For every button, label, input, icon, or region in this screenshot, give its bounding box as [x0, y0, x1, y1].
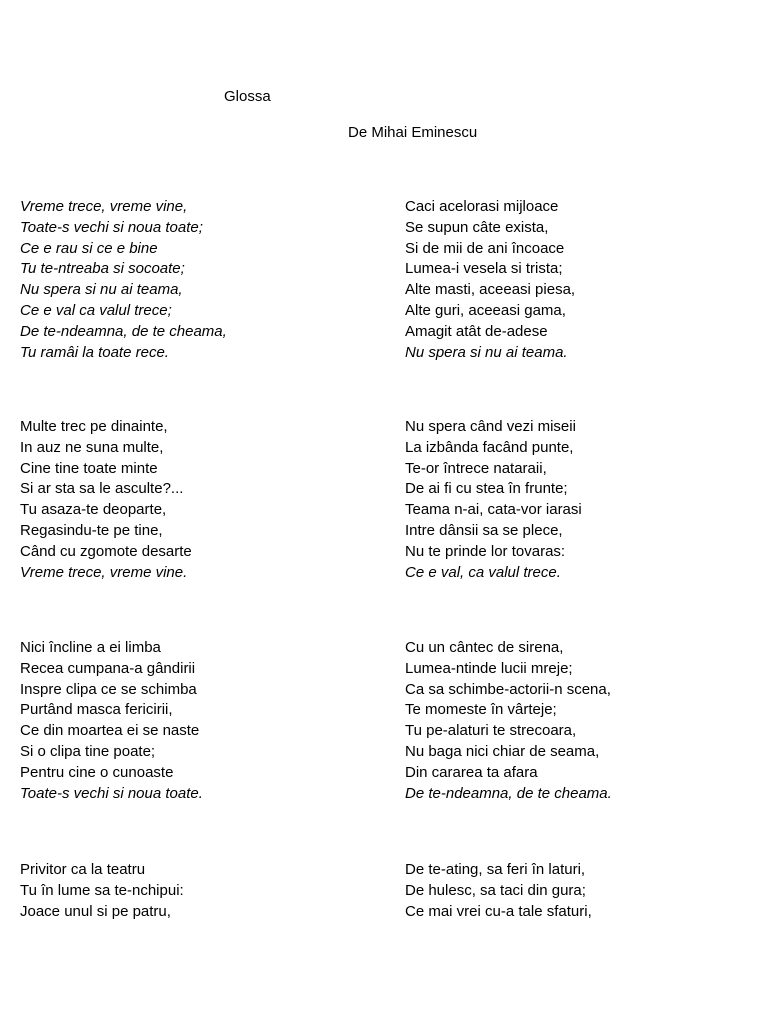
verse-line: Amagit atât de-adese — [405, 322, 548, 340]
verse-line: De hulesc, sa taci din gura; — [405, 881, 586, 899]
verse-line: Nu spera si nu ai teama, — [20, 281, 183, 299]
verse-line: De te-ating, sa feri în laturi, — [405, 861, 586, 878]
verse-line: Tu în lume sa te-nchipui: — [20, 881, 184, 899]
verse-line: La izbânda facând punte, — [405, 438, 574, 456]
verse-line: Joace unul si pe patru, — [20, 902, 171, 920]
verse-line: Cu un cântec de sirena, — [405, 639, 564, 656]
verse-line: Teama n-ai, cata-vor iarasi — [405, 501, 582, 519]
verse-line: Tu ramâi la toate rece. — [20, 343, 169, 361]
verse-line: Vreme trece, vreme vine. — [20, 563, 188, 581]
verse-line: Toate-s vechi si noua toate; — [20, 218, 203, 236]
verse-line: Tu pe-alaturi te strecoara, — [405, 722, 577, 740]
verse-line: Ce din moartea ei se naste — [20, 722, 200, 740]
verse-line: De ai fi cu stea în frunte; — [405, 480, 568, 498]
stanza-5 — [20, 638, 360, 804]
verse-line: Si o clipa tine poate; — [20, 742, 156, 760]
verse-line: Lumea-i vesela si trista; — [405, 260, 563, 278]
verse-line: Nu baga nici chiar de seama, — [405, 742, 600, 760]
verse-line: Cine tine toate minte — [20, 459, 158, 477]
verse-line: Si ar sta sa le asculte?... — [20, 480, 184, 498]
verse-line: Ce e rau si ce e bine — [20, 239, 158, 257]
verse-line: Te momeste în vârteje; — [405, 701, 557, 719]
stanza-7 — [20, 860, 360, 922]
verse-line: Alte guri, aceeasi gama, — [405, 301, 566, 319]
verse-line: Nu te prinde lor tovaras: — [405, 542, 566, 560]
verse-line: Si de mii de ani încoace — [405, 239, 565, 257]
verse-line: De te-ndeamna, de te cheama, — [20, 322, 227, 340]
verse-line: Multe trec pe dinainte, — [20, 418, 168, 435]
verse-line: Lumea-ntinde lucii mreje; — [405, 659, 573, 677]
verse-line: Caci acelorasi mijloace — [405, 198, 559, 215]
stanza-6 — [405, 638, 745, 804]
verse-line: In auz ne suna multe, — [20, 438, 164, 456]
verse-line: Privitor ca la teatru — [20, 861, 146, 878]
verse-line: Recea cumpana-a gândirii — [20, 659, 196, 677]
verse-line: Alte masti, aceeasi piesa, — [405, 281, 576, 299]
verse-line: De te-ndeamna, de te cheama. — [405, 784, 612, 802]
document-title: Glossa — [224, 88, 271, 105]
stanza-8 — [405, 860, 745, 922]
verse-line: Vreme trece, vreme vine, — [20, 198, 188, 215]
verse-line: Nici încline a ei limba — [20, 639, 161, 656]
verse-line: Ce e val, ca valul trece. — [405, 563, 561, 581]
verse-line: Din cararea ta afara — [405, 763, 538, 781]
stanza-3 — [20, 417, 360, 583]
verse-line: Când cu zgomote desarte — [20, 542, 192, 560]
stanza-1 — [20, 197, 360, 363]
verse-line: Te-or întrece nataraii, — [405, 459, 547, 477]
verse-line: Intre dânsii sa se plece, — [405, 521, 563, 539]
verse-line: Purtând masca fericirii, — [20, 701, 173, 719]
stanza-2 — [405, 197, 745, 363]
verse-line: Ce mai vrei cu-a tale sfaturi, — [405, 902, 592, 920]
verse-line: Tu asaza-te deoparte, — [20, 501, 167, 519]
document-author: De Mihai Eminescu — [348, 124, 478, 141]
stanza-4 — [405, 417, 745, 583]
verse-line: Toate-s vechi si noua toate. — [20, 784, 203, 802]
verse-line: Ce e val ca valul trece; — [20, 301, 172, 319]
verse-line: Tu te-ntreaba si socoate; — [20, 260, 185, 278]
verse-line: Ca sa schimbe-actorii-n scena, — [405, 680, 611, 698]
verse-line: Se supun câte exista, — [405, 218, 549, 236]
verse-line: Pentru cine o cunoaste — [20, 763, 174, 781]
verse-line: Nu spera când vezi miseii — [405, 418, 576, 435]
verse-line: Regasindu-te pe tine, — [20, 521, 163, 539]
verse-line: Inspre clipa ce se schimba — [20, 680, 197, 698]
verse-line: Nu spera si nu ai teama. — [405, 343, 568, 361]
